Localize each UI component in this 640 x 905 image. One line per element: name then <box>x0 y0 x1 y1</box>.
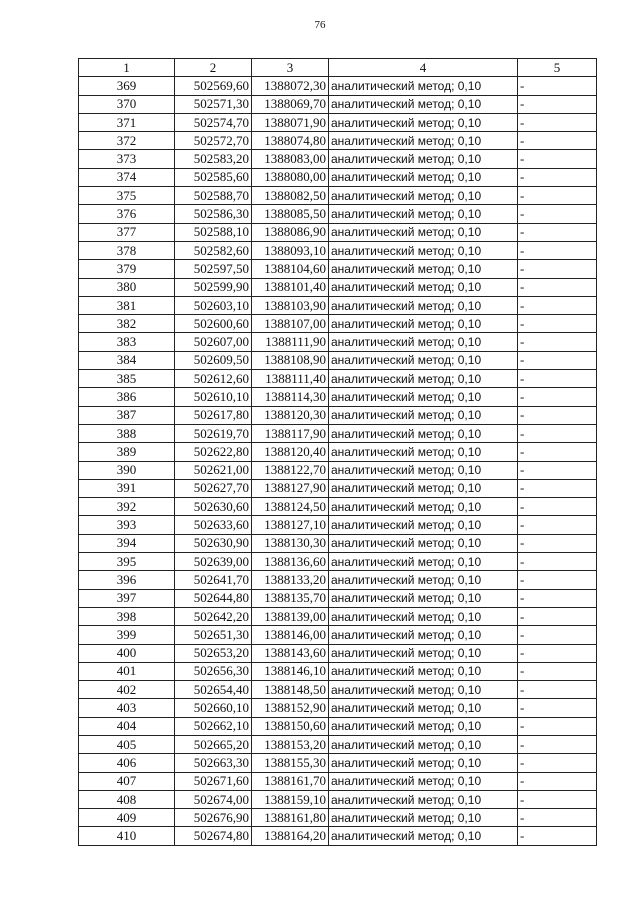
method-accuracy-cell: аналитический метод; 0,10 <box>329 754 518 772</box>
y-coordinate-cell: 1388071,90 <box>252 113 329 131</box>
point-number-cell: 405 <box>79 735 175 753</box>
y-coordinate-cell: 1388161,70 <box>252 772 329 790</box>
y-coordinate-cell: 1388117,90 <box>252 424 329 442</box>
x-coordinate-cell: 502660,10 <box>175 699 252 717</box>
table-row <box>79 150 597 168</box>
note-cell: - <box>518 571 597 589</box>
table-row <box>79 498 597 516</box>
method-accuracy-cell: аналитический метод; 0,10 <box>329 607 518 625</box>
table-row <box>79 553 597 571</box>
method-accuracy-cell: аналитический метод; 0,10 <box>329 77 518 95</box>
note-cell: - <box>518 187 597 205</box>
y-coordinate-cell: 1388148,50 <box>252 681 329 699</box>
point-number-cell: 398 <box>79 607 175 625</box>
table-row <box>79 699 597 717</box>
table-row <box>79 443 597 461</box>
table-row <box>79 772 597 790</box>
x-coordinate-cell: 502586,30 <box>175 205 252 223</box>
x-coordinate-cell: 502639,00 <box>175 553 252 571</box>
note-cell: - <box>518 735 597 753</box>
table-row <box>79 223 597 241</box>
table-row <box>79 187 597 205</box>
table-row <box>79 132 597 150</box>
x-coordinate-cell: 502627,70 <box>175 479 252 497</box>
y-coordinate-cell: 1388083,00 <box>252 150 329 168</box>
note-cell: - <box>518 662 597 680</box>
point-number-cell: 392 <box>79 498 175 516</box>
note-cell: - <box>518 205 597 223</box>
x-coordinate-cell: 502633,60 <box>175 516 252 534</box>
method-accuracy-cell: аналитический метод; 0,10 <box>329 132 518 150</box>
point-number-cell: 381 <box>79 296 175 314</box>
note-cell: - <box>518 132 597 150</box>
note-cell: - <box>518 699 597 717</box>
method-accuracy-cell: аналитический метод; 0,10 <box>329 589 518 607</box>
y-coordinate-cell: 1388072,30 <box>252 77 329 95</box>
method-accuracy-cell: аналитический метод; 0,10 <box>329 406 518 424</box>
x-coordinate-cell: 502671,60 <box>175 772 252 790</box>
method-accuracy-cell: аналитический метод; 0,10 <box>329 187 518 205</box>
y-coordinate-cell: 1388085,50 <box>252 205 329 223</box>
x-coordinate-cell: 502654,40 <box>175 681 252 699</box>
y-coordinate-cell: 1388161,80 <box>252 809 329 827</box>
point-number-cell: 372 <box>79 132 175 150</box>
x-coordinate-cell: 502571,30 <box>175 95 252 113</box>
point-number-cell: 389 <box>79 443 175 461</box>
method-accuracy-cell: аналитический метод; 0,10 <box>329 699 518 717</box>
note-cell: - <box>518 626 597 644</box>
note-cell: - <box>518 77 597 95</box>
y-coordinate-cell: 1388133,20 <box>252 571 329 589</box>
point-number-cell: 394 <box>79 534 175 552</box>
y-coordinate-cell: 1388103,90 <box>252 296 329 314</box>
table-row <box>79 461 597 479</box>
table-row <box>79 516 597 534</box>
y-coordinate-cell: 1388107,00 <box>252 315 329 333</box>
note-cell: - <box>518 644 597 662</box>
point-number-cell: 386 <box>79 388 175 406</box>
point-number-cell: 407 <box>79 772 175 790</box>
x-coordinate-cell: 502617,80 <box>175 406 252 424</box>
x-coordinate-cell: 502622,80 <box>175 443 252 461</box>
table-row <box>79 809 597 827</box>
method-accuracy-cell: аналитический метод; 0,10 <box>329 717 518 735</box>
point-number-cell: 410 <box>79 827 175 845</box>
method-accuracy-cell: аналитический метод; 0,10 <box>329 205 518 223</box>
table-row <box>79 827 597 845</box>
table-row <box>79 607 597 625</box>
x-coordinate-cell: 502610,10 <box>175 388 252 406</box>
note-cell: - <box>518 461 597 479</box>
note-cell: - <box>518 278 597 296</box>
note-cell: - <box>518 333 597 351</box>
x-coordinate-cell: 502662,10 <box>175 717 252 735</box>
x-coordinate-cell: 502585,60 <box>175 168 252 186</box>
note-cell: - <box>518 772 597 790</box>
x-coordinate-cell: 502609,50 <box>175 351 252 369</box>
table-row <box>79 388 597 406</box>
point-number-cell: 391 <box>79 479 175 497</box>
table-row <box>79 662 597 680</box>
point-number-cell: 384 <box>79 351 175 369</box>
column-header-2: 2 <box>175 59 252 77</box>
column-header-4: 4 <box>329 59 518 77</box>
method-accuracy-cell: аналитический метод; 0,10 <box>329 461 518 479</box>
method-accuracy-cell: аналитический метод; 0,10 <box>329 809 518 827</box>
y-coordinate-cell: 1388104,60 <box>252 260 329 278</box>
point-number-cell: 373 <box>79 150 175 168</box>
point-number-cell: 397 <box>79 589 175 607</box>
x-coordinate-cell: 502656,30 <box>175 662 252 680</box>
table-row <box>79 315 597 333</box>
method-accuracy-cell: аналитический метод; 0,10 <box>329 790 518 808</box>
x-coordinate-cell: 502597,50 <box>175 260 252 278</box>
point-number-cell: 401 <box>79 662 175 680</box>
note-cell: - <box>518 241 597 259</box>
note-cell: - <box>518 150 597 168</box>
point-number-cell: 380 <box>79 278 175 296</box>
note-cell: - <box>518 351 597 369</box>
method-accuracy-cell: аналитический метод; 0,10 <box>329 443 518 461</box>
y-coordinate-cell: 1388069,70 <box>252 95 329 113</box>
note-cell: - <box>518 296 597 314</box>
x-coordinate-cell: 502653,20 <box>175 644 252 662</box>
method-accuracy-cell: аналитический метод; 0,10 <box>329 479 518 497</box>
method-accuracy-cell: аналитический метод; 0,10 <box>329 388 518 406</box>
table-row <box>79 205 597 223</box>
point-number-cell: 388 <box>79 424 175 442</box>
table-header-row <box>79 59 597 77</box>
note-cell: - <box>518 717 597 735</box>
y-coordinate-cell: 1388150,60 <box>252 717 329 735</box>
y-coordinate-cell: 1388130,30 <box>252 534 329 552</box>
y-coordinate-cell: 1388114,30 <box>252 388 329 406</box>
note-cell: - <box>518 424 597 442</box>
y-coordinate-cell: 1388086,90 <box>252 223 329 241</box>
y-coordinate-cell: 1388164,20 <box>252 827 329 845</box>
y-coordinate-cell: 1388155,30 <box>252 754 329 772</box>
x-coordinate-cell: 502588,70 <box>175 187 252 205</box>
note-cell: - <box>518 754 597 772</box>
point-number-cell: 390 <box>79 461 175 479</box>
note-cell: - <box>518 516 597 534</box>
point-number-cell: 399 <box>79 626 175 644</box>
method-accuracy-cell: аналитический метод; 0,10 <box>329 534 518 552</box>
y-coordinate-cell: 1388127,90 <box>252 479 329 497</box>
point-number-cell: 383 <box>79 333 175 351</box>
y-coordinate-cell: 1388159,10 <box>252 790 329 808</box>
method-accuracy-cell: аналитический метод; 0,10 <box>329 278 518 296</box>
column-header-5: 5 <box>518 59 597 77</box>
x-coordinate-cell: 502569,60 <box>175 77 252 95</box>
method-accuracy-cell: аналитический метод; 0,10 <box>329 95 518 113</box>
method-accuracy-cell: аналитический метод; 0,10 <box>329 168 518 186</box>
y-coordinate-cell: 1388074,80 <box>252 132 329 150</box>
y-coordinate-cell: 1388136,60 <box>252 553 329 571</box>
x-coordinate-cell: 502676,90 <box>175 809 252 827</box>
method-accuracy-cell: аналитический метод; 0,10 <box>329 553 518 571</box>
note-cell: - <box>518 406 597 424</box>
y-coordinate-cell: 1388111,90 <box>252 333 329 351</box>
point-number-cell: 403 <box>79 699 175 717</box>
y-coordinate-cell: 1388139,00 <box>252 607 329 625</box>
method-accuracy-cell: аналитический метод; 0,10 <box>329 735 518 753</box>
method-accuracy-cell: аналитический метод; 0,10 <box>329 498 518 516</box>
y-coordinate-cell: 1388146,10 <box>252 662 329 680</box>
point-number-cell: 377 <box>79 223 175 241</box>
table-row <box>79 479 597 497</box>
note-cell: - <box>518 388 597 406</box>
table-row <box>79 644 597 662</box>
note-cell: - <box>518 790 597 808</box>
table-row <box>79 571 597 589</box>
point-number-cell: 375 <box>79 187 175 205</box>
method-accuracy-cell: аналитический метод; 0,10 <box>329 315 518 333</box>
x-coordinate-cell: 502572,70 <box>175 132 252 150</box>
table-row <box>79 333 597 351</box>
method-accuracy-cell: аналитический метод; 0,10 <box>329 333 518 351</box>
point-number-cell: 406 <box>79 754 175 772</box>
table-row <box>79 278 597 296</box>
table-row <box>79 260 597 278</box>
x-coordinate-cell: 502612,60 <box>175 370 252 388</box>
note-cell: - <box>518 113 597 131</box>
point-number-cell: 379 <box>79 260 175 278</box>
x-coordinate-cell: 502619,70 <box>175 424 252 442</box>
point-number-cell: 378 <box>79 241 175 259</box>
table-row <box>79 168 597 186</box>
method-accuracy-cell: аналитический метод; 0,10 <box>329 681 518 699</box>
table-row <box>79 681 597 699</box>
x-coordinate-cell: 502674,80 <box>175 827 252 845</box>
column-header-3: 3 <box>252 59 329 77</box>
y-coordinate-cell: 1388127,10 <box>252 516 329 534</box>
note-cell: - <box>518 589 597 607</box>
method-accuracy-cell: аналитический метод; 0,10 <box>329 296 518 314</box>
table-row <box>79 790 597 808</box>
x-coordinate-cell: 502644,80 <box>175 589 252 607</box>
method-accuracy-cell: аналитический метод; 0,10 <box>329 260 518 278</box>
point-number-cell: 371 <box>79 113 175 131</box>
y-coordinate-cell: 1388143,60 <box>252 644 329 662</box>
method-accuracy-cell: аналитический метод; 0,10 <box>329 223 518 241</box>
table-row <box>79 424 597 442</box>
method-accuracy-cell: аналитический метод; 0,10 <box>329 827 518 845</box>
note-cell: - <box>518 443 597 461</box>
table-row <box>79 241 597 259</box>
x-coordinate-cell: 502674,00 <box>175 790 252 808</box>
point-number-cell: 393 <box>79 516 175 534</box>
point-number-cell: 369 <box>79 77 175 95</box>
point-number-cell: 376 <box>79 205 175 223</box>
x-coordinate-cell: 502599,90 <box>175 278 252 296</box>
table-row <box>79 735 597 753</box>
x-coordinate-cell: 502641,70 <box>175 571 252 589</box>
point-number-cell: 385 <box>79 370 175 388</box>
method-accuracy-cell: аналитический метод; 0,10 <box>329 241 518 259</box>
x-coordinate-cell: 502574,70 <box>175 113 252 131</box>
note-cell: - <box>518 315 597 333</box>
note-cell: - <box>518 607 597 625</box>
x-coordinate-cell: 502642,20 <box>175 607 252 625</box>
y-coordinate-cell: 1388108,90 <box>252 351 329 369</box>
y-coordinate-cell: 1388122,70 <box>252 461 329 479</box>
x-coordinate-cell: 502583,20 <box>175 150 252 168</box>
note-cell: - <box>518 168 597 186</box>
method-accuracy-cell: аналитический метод; 0,10 <box>329 113 518 131</box>
note-cell: - <box>518 370 597 388</box>
x-coordinate-cell: 502621,00 <box>175 461 252 479</box>
column-header-1: 1 <box>79 59 175 77</box>
method-accuracy-cell: аналитический метод; 0,10 <box>329 516 518 534</box>
note-cell: - <box>518 553 597 571</box>
y-coordinate-cell: 1388080,00 <box>252 168 329 186</box>
point-number-cell: 400 <box>79 644 175 662</box>
y-coordinate-cell: 1388153,20 <box>252 735 329 753</box>
table-row <box>79 370 597 388</box>
method-accuracy-cell: аналитический метод; 0,10 <box>329 424 518 442</box>
y-coordinate-cell: 1388120,30 <box>252 406 329 424</box>
y-coordinate-cell: 1388124,50 <box>252 498 329 516</box>
y-coordinate-cell: 1388120,40 <box>252 443 329 461</box>
method-accuracy-cell: аналитический метод; 0,10 <box>329 626 518 644</box>
page-number: 76 <box>314 19 326 31</box>
y-coordinate-cell: 1388082,50 <box>252 187 329 205</box>
point-number-cell: 382 <box>79 315 175 333</box>
table-row <box>79 589 597 607</box>
note-cell: - <box>518 534 597 552</box>
table-row <box>79 534 597 552</box>
y-coordinate-cell: 1388135,70 <box>252 589 329 607</box>
method-accuracy-cell: аналитический метод; 0,10 <box>329 351 518 369</box>
table-row <box>79 626 597 644</box>
x-coordinate-cell: 502600,60 <box>175 315 252 333</box>
note-cell: - <box>518 827 597 845</box>
x-coordinate-cell: 502630,60 <box>175 498 252 516</box>
method-accuracy-cell: аналитический метод; 0,10 <box>329 571 518 589</box>
point-number-cell: 396 <box>79 571 175 589</box>
point-number-cell: 374 <box>79 168 175 186</box>
note-cell: - <box>518 479 597 497</box>
table-body <box>79 77 597 845</box>
x-coordinate-cell: 502630,90 <box>175 534 252 552</box>
point-number-cell: 409 <box>79 809 175 827</box>
table-row <box>79 754 597 772</box>
method-accuracy-cell: аналитический метод; 0,10 <box>329 772 518 790</box>
x-coordinate-cell: 502603,10 <box>175 296 252 314</box>
note-cell: - <box>518 223 597 241</box>
point-number-cell: 395 <box>79 553 175 571</box>
table-row <box>79 717 597 735</box>
x-coordinate-cell: 502663,30 <box>175 754 252 772</box>
point-number-cell: 408 <box>79 790 175 808</box>
method-accuracy-cell: аналитический метод; 0,10 <box>329 662 518 680</box>
note-cell: - <box>518 809 597 827</box>
table-row <box>79 113 597 131</box>
coordinates-table <box>78 58 597 846</box>
y-coordinate-cell: 1388146,00 <box>252 626 329 644</box>
method-accuracy-cell: аналитический метод; 0,10 <box>329 370 518 388</box>
y-coordinate-cell: 1388152,90 <box>252 699 329 717</box>
method-accuracy-cell: аналитический метод; 0,10 <box>329 150 518 168</box>
note-cell: - <box>518 260 597 278</box>
x-coordinate-cell: 502607,00 <box>175 333 252 351</box>
table-row <box>79 351 597 369</box>
method-accuracy-cell: аналитический метод; 0,10 <box>329 644 518 662</box>
table-row <box>79 77 597 95</box>
table-row <box>79 296 597 314</box>
y-coordinate-cell: 1388101,40 <box>252 278 329 296</box>
point-number-cell: 370 <box>79 95 175 113</box>
table-row <box>79 406 597 424</box>
note-cell: - <box>518 681 597 699</box>
point-number-cell: 402 <box>79 681 175 699</box>
x-coordinate-cell: 502588,10 <box>175 223 252 241</box>
y-coordinate-cell: 1388093,10 <box>252 241 329 259</box>
note-cell: - <box>518 95 597 113</box>
y-coordinate-cell: 1388111,40 <box>252 370 329 388</box>
note-cell: - <box>518 498 597 516</box>
point-number-cell: 404 <box>79 717 175 735</box>
x-coordinate-cell: 502582,60 <box>175 241 252 259</box>
point-number-cell: 387 <box>79 406 175 424</box>
x-coordinate-cell: 502665,20 <box>175 735 252 753</box>
table-row <box>79 95 597 113</box>
x-coordinate-cell: 502651,30 <box>175 626 252 644</box>
